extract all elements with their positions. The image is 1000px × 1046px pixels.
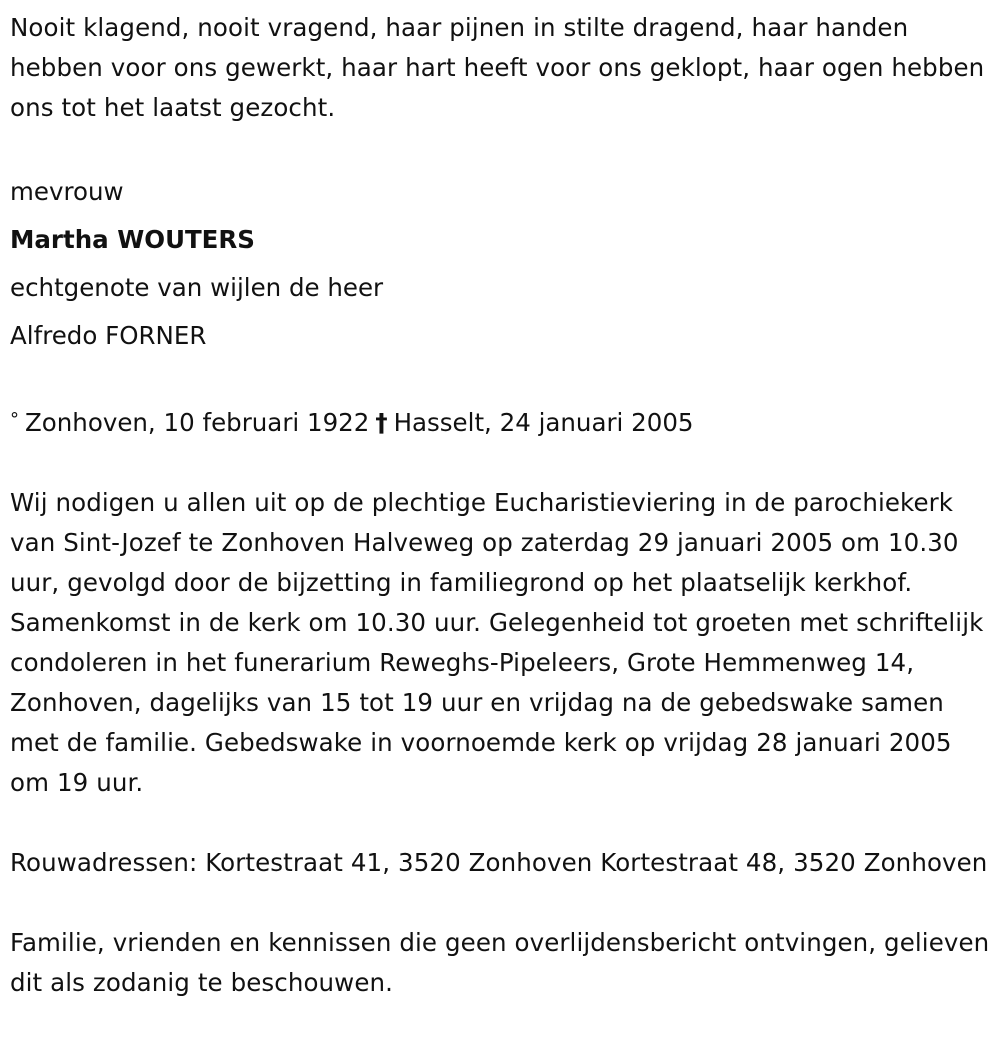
title-prefix: mevrouw [10,177,124,206]
life-dates [10,400,995,443]
spacer [10,443,995,483]
memorial-motto: Nooit klagend, nooit vragend, haar pijnen in stilte dragend, haar handen hebben voor ons gewerkt, haar hart heeft voor ons geklopt, haar ogen hebben ons tot het laatst gezocht. [10,13,985,122]
spouse-name: Alfredo FORNER [10,321,207,350]
service-details: Wij nodigen u allen uit op de plechtige Eucharistieviering in de parochiekerk van Sint-Jozef te Zonhoven Halveweg op zaterdag 29 januari 2005 om 10.30 uur, gevolgd door de bijzetting in familiegrond op het plaatselijk kerkhof. Samenkomst in de kerk om 10.30 uur. Gelegenheid tot groeten met schriftelijk condoleren in het funerarium Reweghs-Pipeleers, Grote Hemmenweg 14, Zonhoven, dagelijks van 15 tot 19 uur en vrijdag na de gebedswake samen met de familie. Gebedswake in voornoemde kerk op vrijdag 28 januari 2005 om 19 uur. [10,488,984,797]
death-cross-icon: † [375,408,388,437]
birth-info: Zonhoven, 10 februari 1922 [25,408,370,437]
death-info: Hasselt, 24 januari 2005 [393,408,694,437]
spacer [10,128,995,168]
spacer [10,360,995,400]
deceased-name: Martha WOUTERS [10,225,255,254]
birth-symbol: ° [10,409,19,430]
spacer [10,883,995,923]
closing-note: Familie, vrienden en kennissen die geen overlijdensbericht ontvingen, gelieven dit als zodanig te beschouwen. [10,928,990,997]
mourning-addresses: Rouwadressen: Kortestraat 41, 3520 Zonhoven Kortestraat 48, 3520 Zonhoven [10,848,988,877]
obituary-notice [10,8,995,1003]
relation-text: echtgenote van wijlen de heer [10,273,384,302]
spacer [10,803,995,843]
